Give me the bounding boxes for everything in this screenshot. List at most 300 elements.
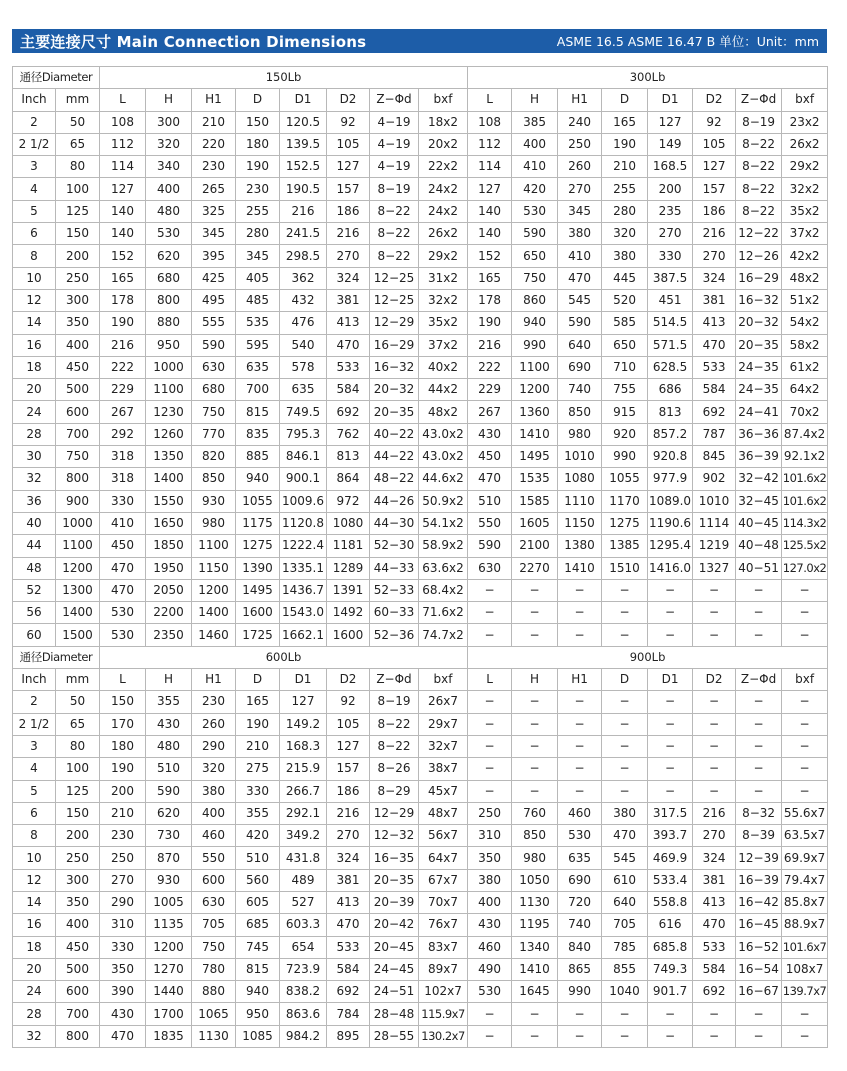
table-cell: 270 (693, 825, 736, 847)
table-cell: 5 (13, 200, 56, 222)
table-cell: − (602, 624, 648, 646)
table-cell: 749.5 (280, 401, 327, 423)
table-row (13, 847, 828, 869)
table-cell: 762 (327, 423, 370, 445)
table-row (13, 869, 828, 891)
table-cell: 157 (327, 758, 370, 780)
table-cell: 470 (693, 914, 736, 936)
table-row (13, 446, 828, 468)
table-cell: 26x2 (419, 223, 468, 245)
table-cell: 216 (693, 802, 736, 824)
table-cell: 980 (512, 847, 558, 869)
table-cell: 3 (13, 156, 56, 178)
table-cell: 12−39 (736, 847, 782, 869)
table-cell: 152 (468, 245, 512, 267)
table-cell: 16−29 (736, 267, 782, 289)
table-cell: 270 (100, 869, 146, 891)
column-header: H (146, 89, 192, 111)
table-cell: 863.6 (280, 1003, 327, 1025)
table-cell: 58.9x2 (419, 535, 468, 557)
table-cell: 105 (327, 133, 370, 155)
table-cell: 5 (13, 780, 56, 802)
table-cell: 140 (468, 223, 512, 245)
table-cell: 590 (512, 223, 558, 245)
table-cell: 210 (236, 735, 280, 757)
table-cell: − (693, 758, 736, 780)
table-cell: − (648, 1003, 693, 1025)
table-cell: 127 (693, 156, 736, 178)
table-cell: 850 (192, 468, 236, 490)
table-cell: 318 (100, 446, 146, 468)
table-cell: 1055 (236, 490, 280, 512)
table-cell: − (693, 1003, 736, 1025)
table-cell: 1065 (192, 1003, 236, 1025)
table-cell: 460 (192, 825, 236, 847)
table-cell: 6 (13, 223, 56, 245)
table-cell: 140 (468, 200, 512, 222)
table-row (13, 624, 828, 646)
table-cell: 44−30 (370, 512, 419, 534)
table-cell: 270 (648, 223, 693, 245)
table-cell: 555 (192, 312, 236, 334)
table-cell: 74.7x2 (419, 624, 468, 646)
table-cell: 16−39 (736, 869, 782, 891)
column-header: L (468, 669, 512, 691)
table-cell: 28−48 (370, 1003, 419, 1025)
table-cell: 68.4x2 (419, 579, 468, 601)
table-cell: 510 (236, 847, 280, 869)
table-cell: 400 (468, 891, 512, 913)
table-cell: 686 (648, 379, 693, 401)
table-cell: 530 (146, 223, 192, 245)
table-cell: 980 (192, 512, 236, 534)
table-cell: 260 (558, 156, 602, 178)
table-cell: − (782, 602, 828, 624)
table-cell: 413 (327, 312, 370, 334)
table-cell: 595 (236, 334, 280, 356)
table-cell: 533 (327, 936, 370, 958)
table-cell: 250 (468, 802, 512, 824)
table-cell: 380 (602, 245, 648, 267)
table-row (13, 981, 828, 1003)
table-cell: 190 (100, 758, 146, 780)
table-cell: 89x7 (419, 958, 468, 980)
table-cell: 749.3 (648, 958, 693, 980)
table-cell: − (648, 602, 693, 624)
table-cell: 20−35 (736, 334, 782, 356)
table-cell: 100 (56, 758, 100, 780)
table-cell: − (468, 780, 512, 802)
table-cell: 355 (146, 691, 192, 713)
table-cell: 640 (558, 334, 602, 356)
table-cell: 630 (192, 356, 236, 378)
column-header: D2 (327, 669, 370, 691)
table-cell: 780 (192, 958, 236, 980)
table-row (13, 490, 828, 512)
table-row (13, 178, 828, 200)
table-cell: 165 (236, 691, 280, 713)
table-cell: 420 (236, 825, 280, 847)
table-cell: − (468, 691, 512, 713)
table-cell: 1130 (192, 1025, 236, 1047)
table-cell: 720 (558, 891, 602, 913)
table-cell: 20−42 (370, 914, 419, 936)
table-cell: 48−22 (370, 468, 419, 490)
table-cell: 813 (327, 446, 370, 468)
table-cell: 900.1 (280, 468, 327, 490)
table-cell: 400 (146, 178, 192, 200)
table-cell: 510 (146, 758, 192, 780)
column-header: H1 (192, 89, 236, 111)
table-cell: − (648, 624, 693, 646)
table-cell: − (558, 624, 602, 646)
table-row (13, 223, 828, 245)
table-cell: 16−35 (370, 847, 419, 869)
table-cell: 8−19 (736, 111, 782, 133)
table-cell: 64x2 (782, 379, 828, 401)
table-cell: − (468, 602, 512, 624)
table-cell: 603.3 (280, 914, 327, 936)
table-cell: 42x2 (782, 245, 828, 267)
table-cell: 2100 (512, 535, 558, 557)
table-cell: − (648, 735, 693, 757)
table-cell: 1436.7 (280, 579, 327, 601)
table-cell: − (736, 624, 782, 646)
table-cell: 16−32 (736, 289, 782, 311)
table-cell: − (602, 713, 648, 735)
table-cell: − (468, 1003, 512, 1025)
table-cell: 855 (602, 958, 648, 980)
table-cell: 92 (327, 691, 370, 713)
table-cell: 20 (13, 958, 56, 980)
table-row (13, 245, 828, 267)
table-cell: 635 (280, 379, 327, 401)
column-header: Z−Φd (370, 89, 419, 111)
table-cell: 24 (13, 401, 56, 423)
column-header: bxf (782, 89, 828, 111)
column-header: D2 (693, 669, 736, 691)
table-cell: 200 (56, 245, 100, 267)
table-cell: 165 (602, 111, 648, 133)
table-cell: − (602, 1003, 648, 1025)
table-cell: 139.7x7 (782, 981, 828, 1003)
table-cell: 381 (693, 289, 736, 311)
table-row (13, 936, 828, 958)
table-cell: 650 (512, 245, 558, 267)
table-cell: 200 (648, 178, 693, 200)
table-cell: − (512, 780, 558, 802)
table-cell: 80 (56, 735, 100, 757)
table-cell: 43.0x2 (419, 423, 468, 445)
table-cell: 578 (280, 356, 327, 378)
table-cell: 870 (146, 847, 192, 869)
table-cell: 800 (56, 1025, 100, 1047)
table-cell: 32x2 (419, 289, 468, 311)
column-header: D2 (693, 89, 736, 111)
table-cell: 345 (236, 245, 280, 267)
table-cell: 480 (146, 200, 192, 222)
table-cell: 8−22 (370, 245, 419, 267)
table-cell: 22x2 (419, 156, 468, 178)
table-cell: 432 (280, 289, 327, 311)
table-cell: 723.9 (280, 958, 327, 980)
table-cell: 1055 (602, 468, 648, 490)
table-cell: 320 (602, 223, 648, 245)
table-cell: 114 (100, 156, 146, 178)
table-cell: 48x2 (419, 401, 468, 423)
table-cell: 692 (327, 981, 370, 1003)
table-cell: − (602, 602, 648, 624)
table-cell: − (648, 780, 693, 802)
table-cell: 8−22 (370, 735, 419, 757)
column-header: L (100, 89, 146, 111)
table-cell: 80 (56, 156, 100, 178)
table-cell: 2 (13, 691, 56, 713)
table-cell: 635 (558, 847, 602, 869)
table-cell: 1100 (512, 356, 558, 378)
table-cell: 533 (693, 356, 736, 378)
table-cell: 152 (100, 245, 146, 267)
table-cell: 820 (192, 446, 236, 468)
table-row (13, 691, 828, 713)
table-cell: 470 (558, 267, 602, 289)
table-cell: 800 (56, 468, 100, 490)
table-cell: 30 (13, 446, 56, 468)
table-cell: 605 (236, 891, 280, 913)
table-cell: 630 (468, 557, 512, 579)
table-cell: 430 (468, 423, 512, 445)
table-cell: 1219 (693, 535, 736, 557)
class-group-row (13, 67, 828, 89)
table-cell: 76x7 (419, 914, 468, 936)
column-header: Z−Φd (736, 89, 782, 111)
table-cell: 229 (468, 379, 512, 401)
table-cell: 140 (100, 223, 146, 245)
table-cell: 785 (602, 936, 648, 958)
table-cell: 845 (693, 446, 736, 468)
table-cell: 550 (468, 512, 512, 534)
table-cell: 65 (56, 133, 100, 155)
table-cell: 1492 (327, 602, 370, 624)
table-cell: 1495 (236, 579, 280, 601)
table-cell: 125.5x2 (782, 535, 828, 557)
table-cell: 190 (100, 312, 146, 334)
table-cell: − (648, 691, 693, 713)
table-cell: 8−39 (736, 825, 782, 847)
table-cell: 1380 (558, 535, 602, 557)
table-cell: 32−42 (736, 468, 782, 490)
table-cell: 940 (512, 312, 558, 334)
table-cell: 1260 (146, 423, 192, 445)
table-cell: 654 (280, 936, 327, 958)
table-cell: 1000 (56, 512, 100, 534)
table-cell: 1410 (512, 423, 558, 445)
table-cell: 4−19 (370, 133, 419, 155)
table-cell: 150 (56, 223, 100, 245)
table-cell: 8 (13, 245, 56, 267)
table-cell: 1460 (192, 624, 236, 646)
column-header: L (100, 669, 146, 691)
table-cell: 1400 (56, 602, 100, 624)
table-cell: 235 (648, 200, 693, 222)
table-cell: 10 (13, 267, 56, 289)
table-row (13, 557, 828, 579)
table-cell: 380 (602, 802, 648, 824)
table-cell: 20−45 (370, 936, 419, 958)
table-row (13, 1003, 828, 1025)
table-cell: 85.8x7 (782, 891, 828, 913)
table-cell: 489 (280, 869, 327, 891)
table-cell: 470 (327, 334, 370, 356)
table-cell: 190 (236, 156, 280, 178)
table-cell: 29x7 (419, 713, 468, 735)
table-cell: − (782, 579, 828, 601)
table-cell: 584 (327, 379, 370, 401)
table-cell: 584 (693, 379, 736, 401)
table-cell: 815 (236, 958, 280, 980)
table-cell: 1585 (512, 490, 558, 512)
table-cell: − (558, 579, 602, 601)
table-cell: − (782, 691, 828, 713)
table-cell: − (468, 624, 512, 646)
table-cell: 705 (602, 914, 648, 936)
table-cell: 514.5 (648, 312, 693, 334)
table-cell: 165 (100, 267, 146, 289)
table-row (13, 379, 828, 401)
table-cell: 8−22 (370, 200, 419, 222)
table-cell: − (782, 758, 828, 780)
table-cell: 533 (693, 936, 736, 958)
table-cell: 1000 (146, 356, 192, 378)
column-header: D (236, 669, 280, 691)
table-cell: 470 (100, 557, 146, 579)
table-cell: 102x7 (419, 981, 468, 1003)
table-cell: 28 (13, 1003, 56, 1025)
table-cell: 216 (100, 334, 146, 356)
table-cell: 32 (13, 1025, 56, 1047)
table-cell: 940 (236, 468, 280, 490)
table-cell: 460 (468, 936, 512, 958)
table-cell: 1295.4 (648, 535, 693, 557)
column-header: Z−Φd (370, 669, 419, 691)
table-cell: 2 (13, 111, 56, 133)
column-header: H1 (558, 89, 602, 111)
table-cell: 1535 (512, 468, 558, 490)
table-cell: 1230 (146, 401, 192, 423)
table-row (13, 535, 828, 557)
table-cell: 50 (56, 111, 100, 133)
table-cell: 48x2 (782, 267, 828, 289)
table-cell: 267 (100, 401, 146, 423)
table-cell: 216 (693, 223, 736, 245)
table-cell: 255 (602, 178, 648, 200)
table-cell: 520 (602, 289, 648, 311)
table-cell: 1645 (512, 981, 558, 1003)
table-cell: − (558, 735, 602, 757)
table-cell: − (782, 713, 828, 735)
table-cell: 125 (56, 780, 100, 802)
table-cell: 590 (558, 312, 602, 334)
table-row (13, 133, 828, 155)
table-cell: − (693, 579, 736, 601)
table-cell: 290 (192, 735, 236, 757)
table-cell: 8−22 (736, 200, 782, 222)
table-row (13, 825, 828, 847)
table-row (13, 156, 828, 178)
table-cell: 915 (602, 401, 648, 423)
table-cell: 200 (56, 825, 100, 847)
table-cell: 149.2 (280, 713, 327, 735)
table-cell: 10 (13, 847, 56, 869)
table-cell: 1410 (512, 958, 558, 980)
table-cell: 210 (602, 156, 648, 178)
table-cell: − (512, 602, 558, 624)
table-cell: − (782, 735, 828, 757)
table-cell: 8−26 (370, 758, 419, 780)
table-cell: 1391 (327, 579, 370, 601)
table-cell: 270 (693, 245, 736, 267)
table-cell: 1510 (602, 557, 648, 579)
table-cell: 44−26 (370, 490, 419, 512)
table-cell: 385 (512, 111, 558, 133)
table-cell: 230 (236, 178, 280, 200)
table-row (13, 512, 828, 534)
table-cell: 920.8 (648, 446, 693, 468)
table-row (13, 1025, 828, 1047)
table-cell: 745 (236, 936, 280, 958)
table-cell: 350 (100, 958, 146, 980)
table-cell: 400 (192, 802, 236, 824)
table-row (13, 958, 828, 980)
table-row (13, 758, 828, 780)
table-cell: 380 (192, 780, 236, 802)
table-cell: 1385 (602, 535, 648, 557)
table-cell: 152.5 (280, 156, 327, 178)
table-cell: 470 (100, 1025, 146, 1047)
table-cell: − (693, 1025, 736, 1047)
table-cell: 12 (13, 289, 56, 311)
table-cell: 450 (56, 356, 100, 378)
table-cell: 12 (13, 869, 56, 891)
table-cell: − (468, 713, 512, 735)
table-cell: 680 (192, 379, 236, 401)
table-cell: 550 (192, 847, 236, 869)
table-cell: 1009.6 (280, 490, 327, 512)
table-cell: 430 (468, 914, 512, 936)
table-cell: 835 (236, 423, 280, 445)
table-cell: 14 (13, 891, 56, 913)
table-cell: − (558, 758, 602, 780)
table-cell: 685.8 (648, 936, 693, 958)
table-cell: 79.4x7 (782, 869, 828, 891)
table-cell: 32 (13, 468, 56, 490)
table-cell: 280 (602, 200, 648, 222)
table-cell: 270 (327, 825, 370, 847)
table-cell: − (558, 1025, 602, 1047)
table-cell: 880 (192, 981, 236, 1003)
table-cell: 1650 (146, 512, 192, 534)
table-cell: 1289 (327, 557, 370, 579)
table-row (13, 914, 828, 936)
table-cell: 1410 (558, 557, 602, 579)
table-cell: 16 (13, 334, 56, 356)
table-cell: 857.2 (648, 423, 693, 445)
table-cell: 52 (13, 579, 56, 601)
table-cell: 895 (327, 1025, 370, 1047)
table-cell: 20 (13, 379, 56, 401)
table-cell: − (693, 602, 736, 624)
table-cell: 1600 (236, 602, 280, 624)
